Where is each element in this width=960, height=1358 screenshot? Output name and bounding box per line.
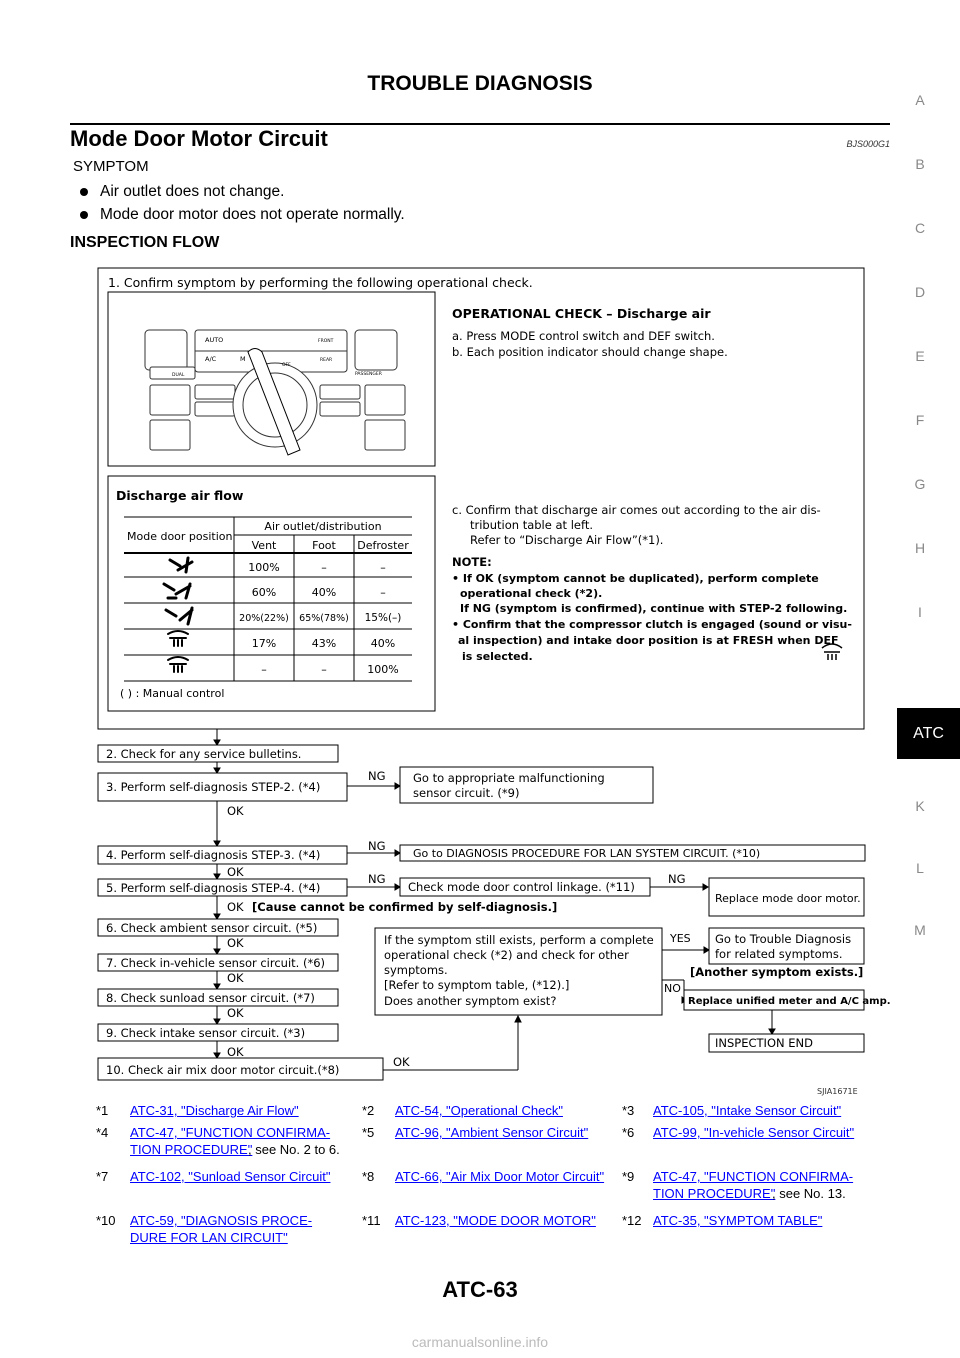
flow-title: INSPECTION FLOW <box>70 234 220 251</box>
col-foot: Foot <box>312 539 336 552</box>
note-line4: • Confirm that the compressor clutch is engaged (sound or visu- <box>452 618 852 631</box>
step1-text: 1. Confirm symptom by performing the following operational check. <box>108 275 533 290</box>
page-number: ATC-63 <box>442 1277 518 1302</box>
question-line4: [Refer to symptom table, (*12).] <box>384 978 570 992</box>
check-c-line1: c. Confirm that discharge air comes out according to the air dis- <box>452 503 821 517</box>
step6-ok: OK <box>227 936 244 950</box>
row3-def: 15%(–) <box>364 612 402 624</box>
side-index-g[interactable]: G <box>914 476 926 492</box>
panel-mode: M <box>240 355 246 363</box>
end-text: INSPECTION END <box>715 1036 813 1050</box>
row1-vent: 100% <box>248 561 280 574</box>
mode-foot-defrost-icon <box>168 631 188 646</box>
yes-box-line2: for related symptoms. <box>715 947 843 961</box>
step5-ok: OK <box>227 900 244 914</box>
side-index-e[interactable]: E <box>915 348 925 364</box>
step10-text: 10. Check air mix door motor circuit.(*8) <box>106 1063 340 1077</box>
step4-text: 4. Perform self-diagnosis STEP-3. (*4) <box>106 848 321 862</box>
row4-foot: 43% <box>311 637 337 650</box>
ref-link[interactable]: ATC-105, "Intake Sensor Circuit" <box>653 1103 842 1118</box>
row2-def: – <box>380 586 386 599</box>
step5-ng: NG <box>368 872 386 886</box>
row3-foot: 65%(78%) <box>299 613 349 624</box>
panel-ac: A/C <box>205 355 217 363</box>
side-index-d[interactable]: D <box>914 284 926 300</box>
row3-vent: 20%(22%) <box>239 613 289 624</box>
row5-def: 100% <box>367 663 399 676</box>
replace-amp-text: Replace unified meter and A/C amp. <box>688 996 891 1007</box>
ref-link[interactable]: ATC-31, "Discharge Air Flow" <box>130 1103 299 1118</box>
step4-ok: OK <box>227 865 244 879</box>
ref-link[interactable]: ATC-47, "FUNCTION CONFIRMA- <box>653 1169 854 1184</box>
row1-foot: – <box>321 561 327 574</box>
cause-note: [Cause cannot be confirmed by self-diagnosis.] <box>252 900 558 914</box>
side-tab-atc[interactable]: ATC <box>897 708 960 759</box>
symptom-text: Mode door motor does not operate normally. <box>100 206 405 223</box>
ref-num: *3 <box>622 1103 635 1118</box>
ref-link[interactable]: ATC-102, "Sunload Sensor Circuit" <box>130 1169 331 1184</box>
panel-off: OFF <box>282 363 291 368</box>
ref-link[interactable]: ATC-66, "Air Mix Door Motor Circuit" <box>395 1169 605 1184</box>
ref-link[interactable]: ATC-96, "Ambient Sensor Circuit" <box>395 1125 589 1140</box>
side-index-f[interactable]: F <box>915 412 925 428</box>
step4-ng-text: Go to DIAGNOSIS PROCEDURE FOR LAN SYSTEM CIRCUIT. (*10) <box>413 847 761 860</box>
yes-label: YES <box>670 932 691 945</box>
step3-ok: OK <box>227 804 244 818</box>
question-line5: Does another symptom exist? <box>384 994 557 1008</box>
another-symptom-note: [Another symptom exists.] <box>690 965 864 979</box>
operational-check-b: b. Each position indicator should change shape. <box>452 345 728 359</box>
mode-foot-icon <box>166 608 192 624</box>
row5-foot: – <box>321 663 327 676</box>
step3-ng-line1: Go to appropriate malfunctioning <box>413 771 605 785</box>
step6-text: 6. Check ambient sensor circuit. (*5) <box>106 921 318 935</box>
note-line2: operational check (*2). <box>460 587 603 600</box>
note-title: NOTE: <box>452 555 492 569</box>
row4-def: 40% <box>370 637 396 650</box>
watermark: carmanualsonline.info <box>411 1334 549 1350</box>
ref-link[interactable]: ATC-35, "SYMPTOM TABLE" <box>653 1213 823 1228</box>
step4-ng: NG <box>368 839 386 853</box>
ref-link[interactable]: ATC-123, "MODE DOOR MOTOR" <box>395 1213 596 1228</box>
section-code: BJS000G1 <box>846 139 890 149</box>
symptom-label: SYMPTOM <box>73 158 149 175</box>
side-index-b[interactable]: B <box>915 156 925 172</box>
operational-check-title: OPERATIONAL CHECK – Discharge air <box>452 306 711 321</box>
panel-dual: DUAL <box>172 373 185 378</box>
ref-link[interactable]: ATC-59, "DIAGNOSIS PROCE- <box>130 1213 313 1228</box>
step7-ok: OK <box>227 971 244 985</box>
row2-vent: 60% <box>251 586 277 599</box>
col-mode-door-position: Mode door position <box>127 530 233 543</box>
side-index-c[interactable]: C <box>914 220 926 236</box>
mode-defrost-icon <box>168 657 188 672</box>
question-line1: If the symptom still exists, perform a complete <box>384 933 654 947</box>
ref-num: *9 <box>622 1169 635 1184</box>
ref-link[interactable]: ATC-47, "FUNCTION CONFIRMA- <box>130 1125 331 1140</box>
step5-ng-text: Check mode door control linkage. (*11) <box>408 880 635 894</box>
note-line1: • If OK (symptom cannot be duplicated), perform complete <box>452 572 819 585</box>
ref-link-cont[interactable]: TION PROCEDURE" <box>653 1186 776 1201</box>
step8-text: 8. Check sunload sensor circuit. (*7) <box>106 991 315 1005</box>
ref-num: *2 <box>362 1103 375 1118</box>
ref-link[interactable]: ATC-54, "Operational Check" <box>395 1103 563 1118</box>
mode-bilevel-icon <box>164 584 190 598</box>
step3-text: 3. Perform self-diagnosis STEP-2. (*4) <box>106 780 321 794</box>
col-defroster: Defroster <box>357 539 409 552</box>
step8-ok: OK <box>227 1006 244 1020</box>
side-index-l[interactable]: L <box>916 860 924 876</box>
step9-text: 9. Check intake sensor circuit. (*3) <box>106 1026 306 1040</box>
side-index-i[interactable]: I <box>918 604 922 620</box>
side-index-k[interactable]: K <box>915 798 925 814</box>
step7-text: 7. Check in-vehicle sensor circuit. (*6) <box>106 956 326 970</box>
step5-ng2-label: NG <box>668 872 686 886</box>
ref-num: *10 <box>96 1213 116 1228</box>
step5-text: 5. Perform self-diagnosis STEP-4. (*4) <box>106 881 321 895</box>
ref-link-cont[interactable]: TION PROCEDURE" <box>130 1142 253 1157</box>
question-line2: operational check (*2) and check for other <box>384 948 629 962</box>
reference-table <box>96 1103 886 1257</box>
ref-link[interactable]: ATC-99, "In-vehicle Sensor Circuit" <box>653 1125 855 1140</box>
ref-num: *11 <box>362 1213 381 1228</box>
note-line6: is selected. <box>462 650 533 663</box>
ref-num: *5 <box>362 1125 375 1140</box>
question-line3: symptoms. <box>384 963 448 977</box>
panel-passenger: PASSENGER <box>355 372 382 377</box>
ref-row <box>96 1103 886 1125</box>
side-index-m[interactable]: M <box>914 922 926 938</box>
col-vent: Vent <box>251 539 277 552</box>
check-c-line3: Refer to “Discharge Air Flow”(*1). <box>470 533 664 547</box>
step10-ok: OK <box>393 1055 410 1069</box>
page-header: TROUBLE DIAGNOSIS <box>367 72 593 95</box>
check-c-line2: tribution table at left. <box>470 518 593 532</box>
no-label: NO <box>664 982 681 995</box>
side-index-a[interactable]: A <box>915 92 925 108</box>
section-title: Mode Door Motor Circuit <box>70 126 328 151</box>
step9-ok: OK <box>227 1045 244 1059</box>
step3-ng-line2: sensor circuit. (*9) <box>413 786 520 800</box>
col-air-outlet: Air outlet/distribution <box>264 520 382 533</box>
row5-vent: – <box>261 663 267 676</box>
ref-link-cont[interactable]: DURE FOR LAN CIRCUIT" <box>130 1230 288 1245</box>
mode-vent-icon <box>170 558 192 572</box>
ref-num: *4 <box>96 1125 109 1140</box>
row4-vent: 17% <box>251 637 277 650</box>
yes-box-line1: Go to Trouble Diagnosis <box>715 932 852 946</box>
panel-front: FRONT <box>318 339 334 344</box>
ref-row <box>96 1169 886 1213</box>
step5-ng2-text: Replace mode door motor. <box>715 892 861 905</box>
operational-check-a: a. Press MODE control switch and DEF switch. <box>452 329 715 343</box>
ref-suffix: , see No. 13. <box>772 1186 846 1201</box>
ref-num: *12 <box>622 1213 642 1228</box>
ref-num: *1 <box>96 1103 109 1118</box>
step2-text: 2. Check for any service bulletins. <box>106 747 302 761</box>
ref-row <box>96 1213 886 1257</box>
note-line3: If NG (symptom is confirmed), continue with STEP-2 following. <box>460 602 848 615</box>
panel-rear: REAR <box>320 358 333 363</box>
ref-suffix: , see No. 2 to 6. <box>248 1142 340 1157</box>
row1-def: – <box>380 561 386 574</box>
step3-ng: NG <box>368 769 386 783</box>
manual-control-note: ( ) : Manual control <box>120 687 225 700</box>
row2-foot: 40% <box>311 586 337 599</box>
airflow-title: Discharge air flow <box>116 488 244 503</box>
ref-num: *8 <box>362 1169 375 1184</box>
control-panel-illustration <box>145 330 405 455</box>
panel-auto: AUTO <box>205 336 224 344</box>
ref-row <box>96 1125 886 1169</box>
symptom-text: Air outlet does not change. <box>100 183 285 200</box>
figure-id: SJIA1671E <box>817 1087 858 1096</box>
note-line5: al inspection) and intake door position is at FRESH when DEF <box>458 634 839 647</box>
ref-num: *7 <box>96 1169 109 1184</box>
side-index-h[interactable]: H <box>914 540 926 556</box>
ref-num: *6 <box>622 1125 635 1140</box>
